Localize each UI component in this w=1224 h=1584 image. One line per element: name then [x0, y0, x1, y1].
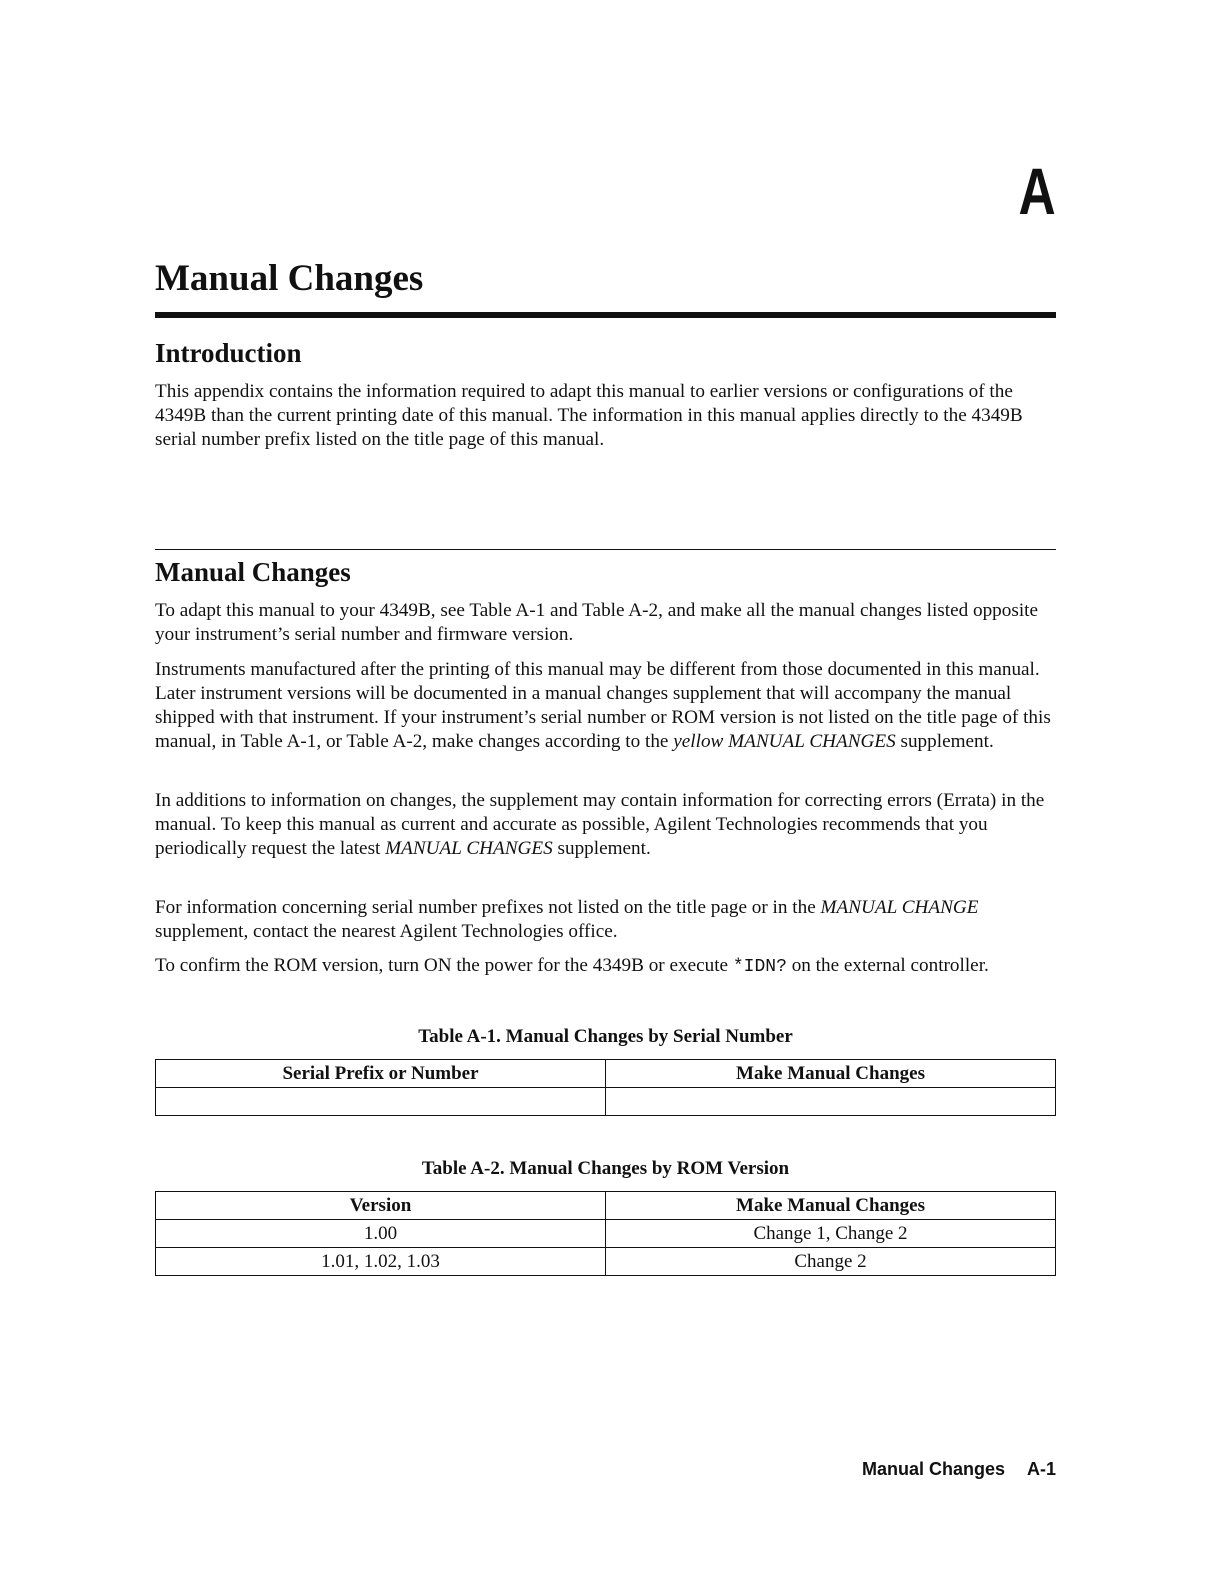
table-cell: 1.00	[156, 1220, 606, 1248]
page-footer	[862, 1458, 1056, 1480]
table-cell: Change 1, Change 2	[606, 1220, 1056, 1248]
footer-page-number: A-1	[1026, 1459, 1056, 1479]
table-row	[156, 1220, 1056, 1248]
table-header-row	[156, 1060, 1056, 1088]
table-cell: Change 2	[606, 1248, 1056, 1276]
paragraph-5-text-b: on the external controller.	[786, 955, 989, 976]
table-header-cell: Serial Prefix or Number	[156, 1060, 606, 1088]
paragraph-4-text-b: supplement, contact the nearest Agilent Technologies office.	[155, 921, 618, 942]
table-header-cell: Version	[156, 1192, 606, 1220]
chapter-rule	[155, 312, 1056, 318]
manual-changes-paragraph-4	[155, 896, 1056, 944]
table-cell	[606, 1088, 1056, 1116]
table-a1-caption: Table A-1. Manual Changes by Serial Number	[418, 1026, 793, 1047]
manual-changes-paragraph-5	[155, 954, 1056, 979]
paragraph-3-text-b: supplement.	[552, 838, 651, 859]
table-header-cell: Make Manual Changes	[606, 1060, 1056, 1088]
paragraph-4-emphasis: MANUAL CHANGE	[820, 897, 979, 918]
idn-command: *IDN?	[732, 957, 787, 977]
manual-changes-paragraph-1: To adapt this manual to your 4349B, see Table A-1 and Table A-2, and make all the manual changes listed opposite your instrument’s serial number and firmware version.	[155, 600, 1039, 645]
paragraph-3-emphasis: MANUAL CHANGES	[385, 838, 553, 859]
paragraph-2-text-a: Instruments manufactured after the printing of this manual may be different from those documented in this manual. Later instrument versions will be documented in a manual changes supplement that will accompany the manual shipped with that instrument. If your instrument’s serial number or ROM version is not listed on the title page of this manual, in Table A-1, or Table A-2, make changes according to the	[155, 659, 1051, 752]
table-a2-caption: Table A-2. Manual Changes by ROM Version	[421, 1158, 790, 1179]
table-row	[156, 1088, 1056, 1116]
footer-section-title: Manual Changes	[861, 1459, 1005, 1479]
table-a1	[155, 1059, 1056, 1116]
paragraph-4-text-a: For information concerning serial number prefixes not listed on the title page or in the	[155, 897, 821, 918]
chapter-letter: A	[1018, 154, 1056, 228]
table-row	[156, 1248, 1056, 1276]
manual-changes-paragraph-3	[155, 789, 1056, 861]
table-cell	[156, 1088, 606, 1116]
introduction-paragraph: This appendix contains the information required to adapt this manual to earlier versions or configurations of the 4349B than the current printing date of this manual. The information in this manual applies directly to the 4349B serial number prefix listed on the title page of this manual.	[155, 381, 1023, 450]
chapter-title: Manual Changes	[155, 258, 424, 299]
paragraph-3-text-a: In additions to information on changes, the supplement may contain information for correcting errors (Errata) in the manual. To keep this manual as current and accurate as possible, Agilent Technologies recommends that you periodically request the latest	[155, 790, 1045, 859]
introduction-heading: Introduction	[155, 338, 302, 368]
table-a2	[155, 1191, 1056, 1276]
table-header-row	[156, 1192, 1056, 1220]
manual-changes-heading: Manual Changes	[155, 557, 351, 587]
paragraph-2-text-b: supplement.	[895, 731, 994, 752]
table-cell: 1.01, 1.02, 1.03	[156, 1248, 606, 1276]
paragraph-2-emphasis: yellow MANUAL CHANGES	[673, 731, 896, 752]
table-header-cell: Make Manual Changes	[606, 1192, 1056, 1220]
document-page	[155, 0, 1056, 1584]
section-divider	[155, 549, 1056, 550]
manual-changes-paragraph-2	[155, 658, 1056, 754]
paragraph-5-text-a: To confirm the ROM version, turn ON the power for the 4349B or execute	[155, 955, 733, 976]
